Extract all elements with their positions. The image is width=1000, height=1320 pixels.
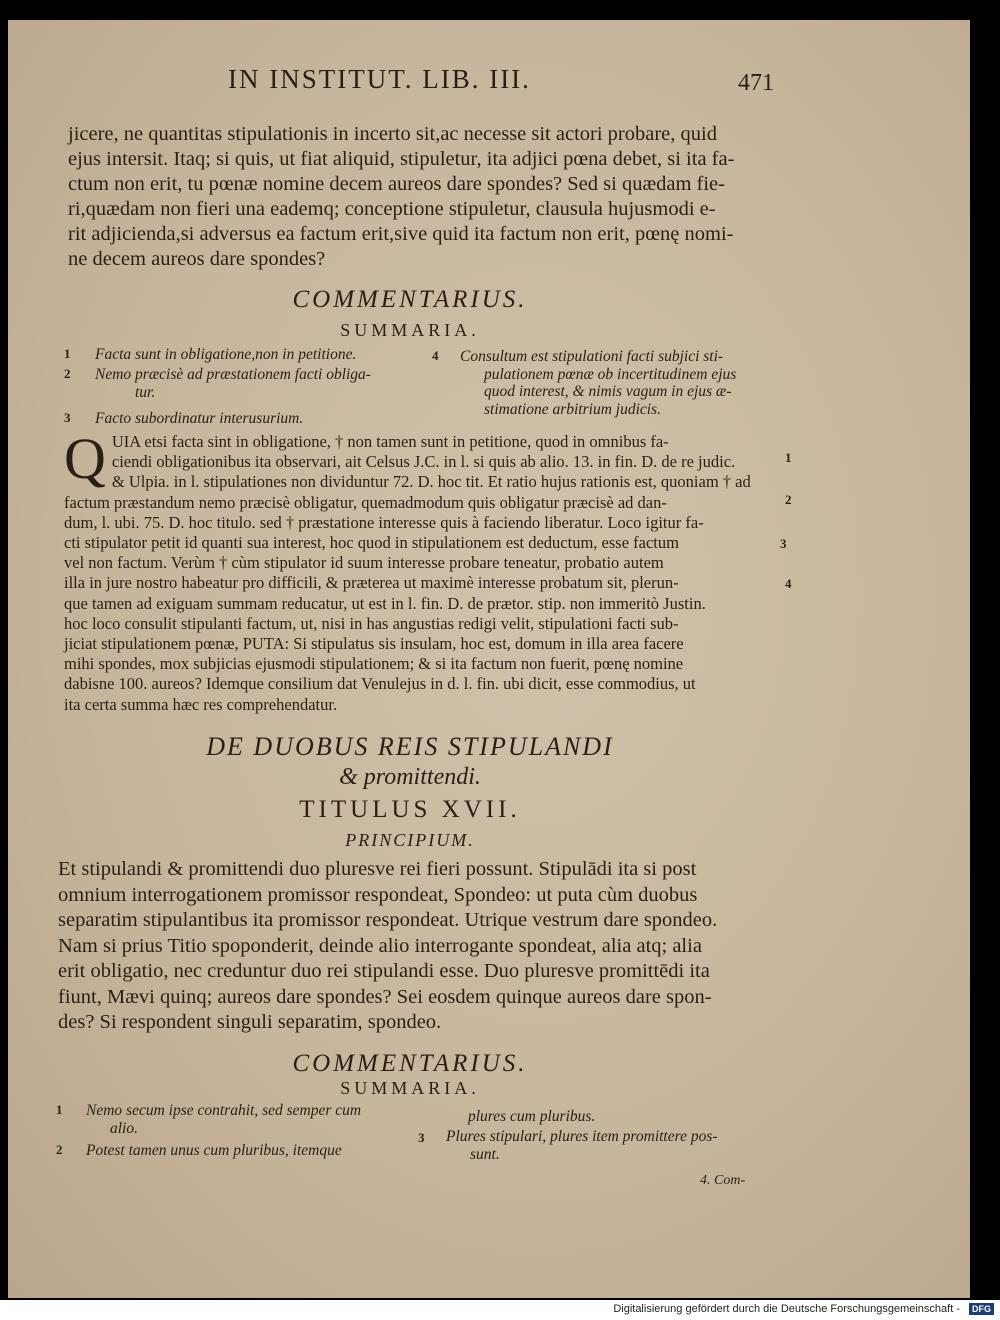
text-line: rit adjicienda,si adversus ea factum erit,sive quid ita factum non erit, pœnę nomi- (68, 223, 734, 245)
summary-line: stimatione arbitrium judicis. (484, 400, 661, 418)
summary-line: sunt. (470, 1145, 500, 1163)
summary-line: pulationem pœnæ ob incertitudinem ejus (484, 365, 737, 383)
principium-heading: PRINCIPIUM. (345, 830, 475, 850)
summary-line: quod interest, & nimis vagum in ejus æ- (484, 383, 732, 400)
dfg-logo: DFG (969, 1303, 994, 1315)
commentary-body (64, 426, 784, 715)
summary-item (468, 1108, 768, 1126)
summary-item (95, 410, 425, 428)
summary-line: Potest tamen unus cum pluribus, itemque (86, 1142, 342, 1159)
summary-line: Facta sunt in obligatione,non in petitione. (95, 346, 357, 363)
text-line: Nam si prius Titio spoponderit, deinde alio interrogante spondeat, alia atq; alia (58, 934, 702, 957)
text-line: cti stipulator petit id quanti sua interest, hoc quod in stipulationem est deductum, esse factum (64, 533, 679, 553)
summary-item (95, 366, 425, 401)
page-number: 471 (738, 70, 774, 96)
footer-bar (0, 1300, 1000, 1320)
text-line: ciendi obligationibus ita observari, ait Celsus J.C. in l. si quis ab alio. 13. in fin. D. de re judic. (111, 452, 736, 472)
commentary-heading: COMMENTARIUS. (292, 1050, 528, 1077)
text-line: erit obligatio, nec creduntur duo rei stipulandi esse. Duo pluresve promittēdi ita (58, 960, 710, 982)
text-line: hoc loco consulit stipulanti factum, ut, nisi in has angustias redigi velit, stipulationi facti sub- (64, 613, 679, 633)
text-line: dum, l. ubi. 75. D. hoc titulo. sed † præstatione interesse quis à faciendo liberatur. Loco igitur fa- (64, 512, 704, 532)
summary-line: Consultum est stipulationi facti subjici sti- (460, 348, 724, 365)
text-line: ita certa summa hæc res comprehendatur. (64, 694, 338, 714)
text-line: dabisne 100. aureos? Idemque consilium dat Venulejus in d. l. fin. ubi dicit, esse commodius, ut (64, 674, 696, 694)
summary-line: tur. (135, 383, 156, 401)
text-line: des? Si respondent singuli separatim, spondeo. (58, 1011, 442, 1033)
text-line: ne decem aureos dare spondes? (68, 248, 326, 270)
text-line: ejus intersit. Itaq; si quis, ut fiat aliquid, stipuletur, ita adjici pœna debet, si ita fa- (68, 148, 735, 170)
summary-item (446, 1128, 776, 1163)
footer-credit: Digitalisierung gefördert durch die Deutsche Forschungsgemeinschaft - (613, 1303, 960, 1315)
summary-line: Nemo præcisè ad præstationem facti obliga- (95, 366, 371, 383)
text-line: mihi spondes, mox subjicias ejusmodi stipulationem; & si ita factum non fuerit, pœnę nomine (64, 654, 684, 674)
text-line: factum præstandum nemo præcisè obligatur, quemadmodum quis obligatur præcisè ad dan- (64, 492, 667, 512)
summary-line: alio. (110, 1119, 138, 1137)
summary-line: Facto subordinatur interusurium. (95, 410, 304, 427)
intro-paragraph (68, 122, 788, 272)
text-line: jicere, ne quantitas stipulationis in incerto sit,ac necesse sit actori probare, quid (68, 123, 717, 145)
text-line: fiunt, Mævi quinq; aureos dare spondes? Sei eosdem quinque aureos dare spon- (58, 985, 712, 1008)
summary-number: 3 (64, 410, 71, 425)
summary-line: Nemo secum ipse contrahit, sed semper cum (86, 1102, 362, 1119)
summaria-heading: SUMMARIA. (340, 320, 480, 340)
summary-number: 1 (64, 346, 71, 361)
summaria-heading: SUMMARIA. (340, 1078, 480, 1098)
catchword: 4. Com- (700, 1173, 746, 1188)
title-line-1: DE DUOBUS REIS STIPULANDI (206, 732, 614, 761)
margin-number: 4 (785, 576, 792, 591)
running-head: IN INSTITUT. LIB. III. (228, 64, 531, 94)
summary-item (86, 1102, 416, 1137)
text-line: vel non factum. Verùm † cùm stipulator id suum interesse probare teneatur, probatio autem (64, 553, 664, 573)
margin-number: 1 (785, 450, 792, 465)
text-line: ctum non erit, tu pœnæ nomine decem aureos dare spondes? Sed si quædam fie- (68, 173, 725, 195)
summary-number: 2 (64, 366, 71, 381)
summary-line: plures cum pluribus. (468, 1108, 596, 1125)
margin-number: 3 (780, 536, 787, 551)
principium-paragraph (58, 857, 788, 1036)
summary-item (86, 1142, 416, 1160)
margin-number: 2 (785, 492, 792, 507)
titulus-heading: TITULUS XVII. (299, 796, 521, 823)
drop-cap: Q (64, 426, 106, 491)
summary-number: 2 (56, 1142, 63, 1157)
text-line: jiciat stipulationem pœnæ, PUTA: Si stipulatus sis insulam, hoc est, domum in illa area facere (64, 634, 684, 654)
text-line: UIA etsi facta sint in obligatione, † non tamen sunt in petitione, quod in omnibus fa- (111, 432, 669, 451)
text-line: separatim stipulantibus ita promissor respondeat. Utrique vestrum dare spondeo. (58, 909, 718, 931)
text-line: illa in jure nostro habeatur pro difficili, & præterea ut maximè interesse probatum sit, plerun- (64, 573, 679, 593)
text-line: que tamen ad exiguam summam reducatur, ut est in l. fin. D. de prætor. stip. non immeritò Justin. (64, 593, 706, 613)
summary-number: 4 (432, 348, 439, 363)
text-line: & Ulpia. in l. stipulationes non dividuntur 72. D. hoc tit. Et ratio hujus rationis est, quoniam † ad (111, 472, 751, 492)
text-line: Et stipulandi & promittendi duo pluresve rei fieri possunt. Stipulādi ita si post (58, 858, 697, 880)
summary-number: 1 (56, 1102, 63, 1117)
summary-number: 3 (418, 1130, 425, 1145)
summary-item (95, 346, 425, 364)
text-line: omnium interrogationem promissor respondeat, Spondeo: ut puta cùm duobus (58, 883, 698, 906)
title-line-2: & promittendi. (339, 764, 481, 790)
summary-item (460, 348, 780, 418)
commentary-heading: COMMENTARIUS. (292, 286, 528, 313)
summary-line: Plures stipulari, plures item promittere pos- (446, 1128, 718, 1145)
text-line: ri,quædam non fieri una eademq; conceptione stipuletur, clausula hujusmodi e- (68, 198, 716, 220)
